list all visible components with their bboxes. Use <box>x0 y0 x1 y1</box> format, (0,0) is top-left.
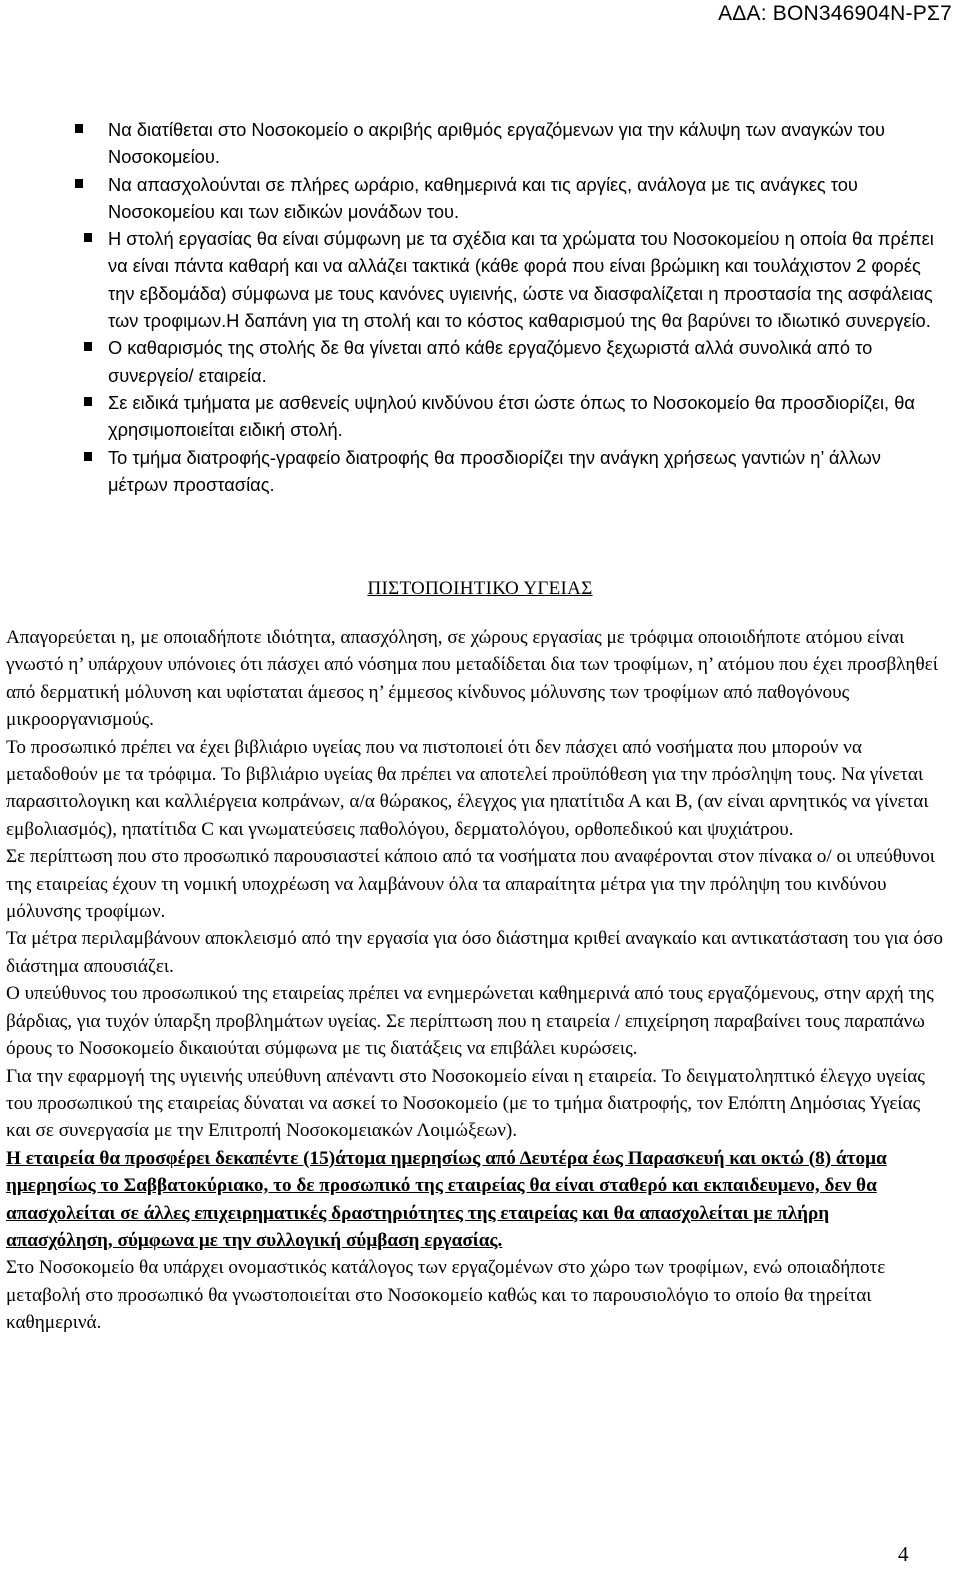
square-bullet-icon <box>75 124 83 133</box>
list-item-text: Να απασχολούνται σε πλήρες ωράριο, καθημερινά και τις αργίες, ανάλογα με τις ανάγκες του Νοσοκομείου και των ειδικών μονάδων του. <box>108 173 858 222</box>
page-number: 4 <box>898 1542 909 1566</box>
paragraph: Ο υπεύθυνος του προσωπικού της εταιρείας πρέπει να ενημερώνεται καθημερινά από τους εργαζόμενους, στην αρχή της βάρδιας, για τυχόν ύπαρξη προβλημάτων υγείας. Σε περίπτωση που η εταιρεία / επιχείρηση παραβαίνει τους παραπάνω όρους το Νοσοκομείο δικαιούται σύμφωνα με τις διατάξεις να επιβάλει κυρώσεις. <box>6 983 934 1060</box>
list-item <box>75 334 945 389</box>
paragraph: Τα μέτρα περιλαμβάνουν αποκλεισμό από την εργασία για όσο διάστημα κριθεί αναγκαίο και αντικατάσταση του για όσο διάστημα απουσιάζει. <box>6 928 943 977</box>
list-item-text: Το τμήμα διατροφής-γραφείο διατροφής θα προσδιορίζει την ανάγκη χρήσεως γαντιών η’ άλλων μέτρων προστασίας. <box>108 446 881 495</box>
paragraph: Στο Νοσοκομείο θα υπάρχει ονομαστικός κατάλογος των εργαζομένων στο χώρο των τροφίμων, ενώ οποιαδήποτε μεταβολή στο προσωπικό θα γνωστοποιείται στο Νοσοκομείο καθώς και το παρουσιολόγιο το οποίο θα τηρείται καθημερινά. <box>6 1257 886 1334</box>
list-item <box>75 225 945 334</box>
requirements-list <box>75 116 945 498</box>
square-bullet-icon <box>75 179 83 188</box>
list-item-text: Σε ειδικά τμήματα με ασθενείς υψηλού κινδύνου έτσι ώστε όπως το Νοσοκομείο θα προσδιορίζει, θα χρησιμοποιείται ειδική στολή. <box>108 391 915 441</box>
paragraph: Σε περίπτωση που στο προσωπικό παρουσιαστεί κάποιο από τα νοσήματα που αναφέρονται στον πίνακα ο/ οι υπεύθυνοι της εταιρείας έχουν τη νομική υποχρέωση να λαμβάνουν όλα τα απαραίτητα μέτρα για την πρόληψη του κινδύνου μόλυνσης τροφίμων. <box>6 846 935 923</box>
section-title: ΠΙΣΤΟΠΟΙΗΤΙΚΟ ΥΓΕΙΑΣ <box>367 578 593 599</box>
list-item-text: Η στολή εργασίας θα είναι σύμφωνη με τα σχέδια και τα χρώματα του Νοσοκομείου η οποία θα πρέπει να είναι πάντα καθαρή και να αλλάζει τακτικά (κάθε φορά που είναι βρώμικη και τουλάχιστον 2 φορές την εβδομάδα) σύμφωνα με τους κανόνες υγιεινής, ώστε να διασφαλίζεται η προστασία της ασφάλειας των τροφιμων.Η δαπάνη για τη στολή και το κόστος καθαρισμού της θα βαρύνει το ιδιωτικό συνεργείο. <box>108 228 934 332</box>
list-item-text: Ο καθαρισμός της στολής δε θα γίνεται από κάθε εργαζόμενο ξεχωριστά αλλά συνολικά από το συνεργείο/ εταιρεία. <box>108 337 873 386</box>
paragraph: Απαγορεύεται η, με οποιαδήποτε ιδιότητα, απασχόληση, σε χώρους εργασίας με τρόφιμα οποιοιδήποτε ατόμου είναι γνωστό η’ υπάρχουν υπόνοιες ότι πάσχει από νόσημα που μεταδίδεται δια των τροφίμων, η’ ατόμου που έχει προσβληθεί από δερματική μόλυνση και υφίσταται άμεσος η’ έμμεσος κίνδυνος μόλυνσης των τροφίμων από παθογόνους μικροοργανισμούς. <box>6 627 938 731</box>
paragraph: Για την εφαρμογή της υγιεινής υπεύθυνη απέναντι στο Νοσοκομείο είναι η εταιρεία. Το δειγματοληπτικό έλεγχο υγείας του προσωπικού της εταιρείας δύναται να ασκεί το Νοσοκομείο (με το τμήμα διατροφής, τον Επόπτη Δημόσιας Υγείας και σε συνεργασία με την Επιτροπή Νοσοκομειακών Λοιμώξεων). <box>6 1065 925 1142</box>
paragraph: Το προσωπικό πρέπει να έχει βιβλιάριο υγείας που να πιστοποιεί ότι δεν πάσχει από νοσήματα που μπορούν να μεταδοθούν με τα τρόφιμα. Το βιβλιάριο υγείας θα πρέπει να αποτελεί προϋπόθεση για την πρόσληψη τους. Να γίνεται παρασιτολογικη και καλλιέργεια κοπράνων, α/α θώρακος, έλεγχος για ηπατίτιδα Α και Β, (αν είναι αρνητικός να γίνεται εμβολιασμός), ηπατίτιδα C και γνωματεύσεις παθολόγου, δερματολόγου, ορθοπεδικού και ψυχιάτρου. <box>6 736 929 840</box>
staffing-commitment-paragraph: Η εταιρεία θα προσφέρει δεκαπέντε (15)άτομα ημερησίως από Δευτέρα έως Παρασκευή και οκτώ (8) άτομα ημερησίως το Σαββατοκύριακο, το δε προσωπικό της εταιρείας θα είναι σταθερό και εκπαιδευμενο, δεν θα απασχολείται σε άλλες επιχειρηματικές δραστηριότητες της εταιρείας και θα απασχολείται με πλήρη απασχόληση, σύμφωνα με την συλλογική σύμβαση εργασίας. <box>6 1147 887 1251</box>
health-certificate-body <box>6 624 946 1337</box>
list-item <box>75 444 945 499</box>
ada-code: ΑΔΑ: ΒΟΝ346904Ν-ΡΣ7 <box>718 2 952 25</box>
square-bullet-icon <box>84 397 92 406</box>
list-item-text: Να διατίθεται στο Νοσοκομείο ο ακριβής αριθμός εργαζόμενων για την κάλυψη των αναγκών του Νοσοκομείου. <box>108 119 886 168</box>
list-item <box>75 171 945 226</box>
list-item <box>75 116 945 171</box>
square-bullet-icon <box>84 233 92 242</box>
square-bullet-icon <box>84 452 92 461</box>
square-bullet-icon <box>84 342 92 351</box>
list-item <box>75 389 945 444</box>
